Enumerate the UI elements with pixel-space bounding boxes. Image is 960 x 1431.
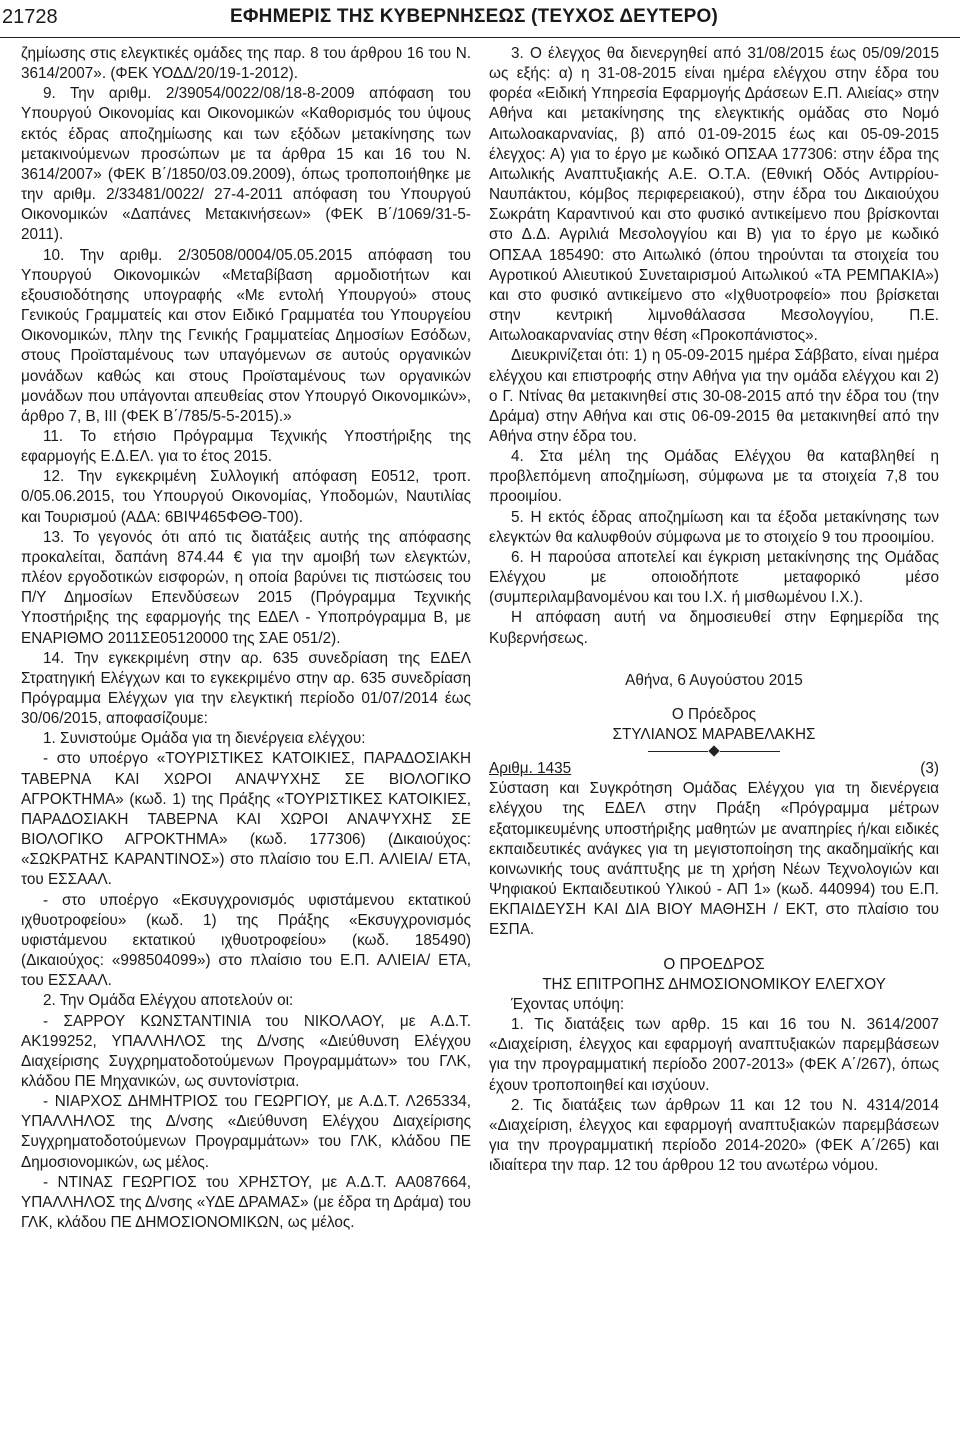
decision-ref: (3)	[920, 760, 939, 778]
paragraph: 11. Το ετήσιο Πρόγραμμα Τεχνικής Υποστήριξης της εφαρμογής Ε.Δ.ΕΛ. για το έτος 2015.	[21, 427, 471, 466]
paragraph: 12. Την εγκεκριμένη Συλλογική απόφαση Ε0512, τροπ. 0/05.06.2015, του Υπουργού Οικονομίας, Υποδομών, Ναυτιλίας και Τουρισμού (ΑΔΑ: 6ΒΙΨ465ΦΘΘ-Τ00).	[21, 468, 471, 526]
paragraph: - ΣΑΡΡΟΥ ΚΩΝΣΤΑΝΤΙΝΙΑ του ΝΙΚΟΛΑΟΥ, με Α.Δ.Τ. ΑΚ199252, ΥΠΑΛΛΗΛΟΣ της Δ/νσης «Διεύθυνση Ελέγχου Διαχείρισης Συγχρηματοδοτούμενων Προγραμμάτων» του ΓΛΚ, κλάδου ΠΕ Μηχανικών, ως συντονίστρια.	[21, 1012, 471, 1090]
page-header	[0, 0, 960, 40]
paragraph: ζημίωσης στις ελεγκτικές ομάδες της παρ. 8 του άρθρου 16 του Ν. 3614/2007». (ΦΕΚ ΥΟΔΔ/20/19-1-2012).	[21, 45, 471, 83]
paragraph: 5. Η εκτός έδρας αποζημίωση και τα έξοδα μετακίνησης των ελεγκτών θα καλυφθούν σύμφωνα με το στοιχείο 9 του προοιμίου.	[489, 508, 939, 546]
decision-title: Σύσταση και Συγκρότηση Ομάδας Ελέγχου για τη διενέργεια ελέγχου της ΕΔΕΛ στην Πράξη «Πρόγραμμα μέτρων εξατομικευμένης υποστήριξης μαθητών με αναπηρίες ή/και ειδικές εκπαιδευτικές ανάγκες για τη μεγιστοποίηση της ακαδημαϊκής και κοινωνικής τους ανάπτυξης με τη χρήση Νέων Τεχνολογιών και Ψηφιακού Εκπαιδευτικού Υλικού - ΑΠ 1» (κωδ. 440994) του Ε.Π. ΕΚΠΑΙΔΕΥΣΗ ΚΑΙ ΔΙΑ ΒΙΟΥ ΜΑΘΗΣΗ / ΕΚΤ, στο πλαίσιο του ΕΣΠΑ.	[489, 780, 939, 939]
left-column	[21, 44, 471, 1233]
having-regard: Έχοντας υπόψη:	[511, 995, 625, 1013]
paragraph: - ΝΙΑΡΧΟΣ ΔΗΜΗΤΡΙΟΣ του ΓΕΩΡΓΙΟΥ, με Α.Δ.Τ. Λ265334, ΥΠΑΛΛΗΛΟΣ της Δ/νσης «Διεύθυνση Ελέγχου Διαχείρισης Συγχρηματοδοτούμενων Προγραμμάτων» του ΓΛΚ, κλάδου ΠΕ Δημοσιονομικών, ως μέλος.	[21, 1093, 471, 1171]
paragraph: 10. Την αριθμ. 2/30508/0004/05.05.2015 απόφαση του Υπουργού Οικονομικών «Μεταβίβαση αρμοδιοτήτων και εξουσιοδότησης υπογραφής «Με εντολή Υπουργού» στους Γενικούς Γραμματείς και στον Ειδικό Γραμματέα του Υπουργείου Οικονομικών, πλην της Γενικής Γραμματείας Δημοσίων Εσόδων, στους Προϊσταμένους των υπαγόμενων σε αυτούς οργανικών μονάδων καθώς και στους Προϊσταμένους των οργανικών μονάδων που υπάγονται απευθείας στον Υπουργό Οικονομικών», άρθρο 7, Β, ΙΙΙ (ΦΕΚ Β΄/785/5-5-2015).»	[21, 246, 471, 425]
signer-name: ΣΤΥΛΙΑΝΟΣ ΜΑΡΑΒΕΛΑΚΗΣ	[612, 726, 816, 743]
paragraph: Διευκρινίζεται ότι: 1) η 05-09-2015 ημέρα Σάββατο, είναι ημέρα ελέγχου και επιστροφής στην Αθήνα για την ομάδα ελέγχου και 2) ο Γ. Ντίνας θα μετακινηθεί στις 30-08-2015 από την έδρα του (την Δράμα) στην Αθήνα και στις 06-09-2015 θα μετακινηθεί από την Αθήνα στην έδρα του.	[489, 347, 939, 445]
signer-role: Ο Πρόεδρος	[671, 705, 757, 723]
place-date: Αθήνα, 6 Αυγούστου 2015	[625, 671, 803, 689]
page-number: 21728	[2, 6, 58, 28]
separator-ornament	[489, 747, 939, 755]
issuer-committee: ΤΗΣ ΕΠΙΤΡΟΠΗΣ ΔΗΜΟΣΙΟΝΟΜΙΚΟΥ ΕΛΕΓΧΟΥ	[542, 975, 886, 993]
paragraph: 1. Τις διατάξεις των αρθρ. 15 και 16 του Ν. 3614/2007 «Διαχείριση, έλεγχος και εφαρμογή αναπτυξιακών παρεμβάσεων για την προγραμματική περίοδο 2007-2013» (ΦΕΚ Α΄/267), όπως έχουν τροποποιηθεί και ισχύουν.	[489, 1016, 939, 1094]
paragraph: - ΝΤΙΝΑΣ ΓΕΩΡΓΙΟΣ του ΧΡΗΣΤΟΥ, με Α.Δ.Τ. ΑΑ087664, ΥΠΑΛΛΗΛΟΣ της Δ/νσης «ΥΔΕ ΔΡΑΜΑΣ» (με έδρα τη Δράμα) του ΓΛΚ, κλάδου ΠΕ ΔΗΜΟΣΙΟΝΟΜΙΚΩΝ, ως μέλος.	[21, 1173, 471, 1232]
paragraph: 3. Ο έλεγχος θα διενεργηθεί από 31/08/2015 έως 05/09/2015 ως εξής: α) η 31-08-2015 είναι ημέρα ελέγχου στην έδρα του φορέα «Ειδική Υπηρεσία Εφαρμογής Δράσεων Ε.Π. Αλιείας» στην Αθήνα και μετακίνησης της ελεγκτικής ομάδας στο Νομό Αιτωλοακαρνανίας, β) από 01-09-2015 έως και 05-09-2015 έλεγχος: Α) για το έργο με κωδικό ΟΠΣΑΑ 177306: στην έδρα της Αιτωλικής Αναπτυξιακής Α.Ε. Ο.Τ.Α. (Εθνική Οδός Αντιρρίου- Ναυπάκτου, κόμβος περιφερειακού), στην έδρα του Δικαιούχου Σωκράτη Καραντινού και στο φυσικό αντικείμενο που βρίσκονται στο Δ.Δ. Αγριλιά Μεσολογγίου και Β) για το έργο με κωδικό ΟΠΣΑΑ 185490: στο Αιτωλικό (όπου τηρούνται τα στοιχεία του Αγροτικού Αλιευτικού Συνεταιρισμού Αιτωλικού «ΤΑ ΡΕΜΠΑΚΙΑ») και στο φυσικό αντικείμενο στο «Ιχθυοτροφείο» που βρίσκεται στην κεντρική λιμνοθάλασσα Μεσολογγίου, Π.Ε. Αιτωλοακαρνανίας στην θέση «Προκοπάνιστος».	[489, 45, 939, 345]
paragraph: - στο υποέργο «ΤΟΥΡΙΣΤΙΚΕΣ ΚΑΤΟΙΚΙΕΣ, ΠΑΡΑΔΟΣΙΑΚΗ ΤΑΒΕΡΝΑ ΚΑΙ ΧΩΡΟΙ ΑΝΑΨΥΧΗΣ ΣΕ ΒΙΟΛΟΓΙΚΟ ΑΓΡΟΚΤΗΜΑ» (κωδ. 1) της Πράξης «ΤΟΥΡΙΣΤΙΚΕΣ ΚΑΤΟΙΚΙΕΣ, ΠΑΡΑΔΟΣΙΑΚΗ ΤΑΒΕΡΝΑ ΚΑΙ ΧΩΡΟΙ ΑΝΑΨΥΧΗΣ ΣΕ ΒΙΟΛΟΓΙΚΟ ΑΓΡΟΚΤΗΜΑ» (κωδ. 177306) (Δικαιούχος: «ΣΩΚΡΑΤΗΣ ΚΑΡΑΝΤΙΝΟΣ») στο πλαίσιο του Ε.Π. ΑΛΙΕΙΑ/ ΕΤΑ, του ΕΣΣΑΑΛ.	[21, 750, 471, 889]
right-column	[489, 44, 939, 1176]
gazette-title: ΕΦΗΜΕΡΙΣ ΤΗΣ ΚΥΒΕΡΝΗΣΕΩΣ (ΤΕΥΧΟΣ ΔΕΥΤΕΡΟ)	[230, 6, 718, 27]
paragraph: 4. Στα μέλη της Ομάδας Ελέγχου θα καταβληθεί η προβλεπόμενη αποζημίωση, σύμφωνα με τα στοιχεία 7,8 του προοιμίου.	[489, 448, 939, 506]
paragraph: 1. Συνιστούμε Ομάδα για τη διενέργεια ελέγχου:	[43, 730, 366, 748]
issuer-title: Ο ΠΡΟΕΔΡΟΣ	[663, 955, 765, 973]
paragraph: - στο υποέργο «Εκσυγχρονισμός υφιστάμενου εκτατικού ιχθυοτροφείου» (κωδ. 1) της Πράξης «Εκσυγχρονισμός υφιστάμενου εκτατικού ιχθυοτροφείου» (κωδ. 185490) (Δικαιούχος: «998504099») στο πλαίσιο του Ε.Π. ΑΛΙΕΙΑ/ ΕΤΑ, του ΕΣΣΑΑΛ.	[21, 891, 471, 990]
decision-number-row	[489, 759, 939, 779]
paragraph: 2. Την Ομάδα Ελέγχου αποτελούν οι:	[43, 992, 294, 1010]
header-rule	[0, 37, 960, 38]
paragraph: 9. Την αριθμ. 2/39054/0022/08/18-8-2009 απόφαση του Υπουργού Οικονομίας και Οικονομικών «Καθορισμός του ύψους εκτός έδρας αποζημίωσης και των εξόδων μετακίνησης των μετακινούμενων προσώπων με τα άρθρα 15 και 16 του Ν. 3614/2007» (ΦΕΚ Β΄/1850/03.09.2009), όπως τροποποιήθηκε με την αριθμ. 2/33481/0022/ 27-4-2011 απόφαση του Υπουργού Οικονομικών «Δαπάνες Μετακινήσεων» (ΦΕΚ Β΄/1069/31-5-2011).	[21, 85, 471, 244]
paragraph: Η απόφαση αυτή να δημοσιευθεί στην Εφημερίδα της Κυβερνήσεως.	[489, 609, 939, 647]
decision-number: Αριθμ. 1435	[489, 760, 572, 778]
paragraph: 6. Η παρούσα αποτελεί και έγκριση μετακίνησης της Ομάδας Ελέγχου με οποιοδήποτε μεταφορικό μέσο (συμπεριλαμβανομένου και του Ι.Χ. ή μισθωμένου Ι.Χ.).	[489, 548, 939, 607]
paragraph: 14. Την εγκεκριμένη στην αρ. 635 συνεδρίαση της ΕΔΕΛ Στρατηγική Ελέγχων και το εγκεκριμένο στην αρ. 635 συνεδρίαση Πρόγραμμα Ελέγχων για την ελεγκτική περίοδο 01/07/2014 έως 30/06/2015, αποφασίζουμε:	[21, 649, 471, 728]
paragraph: 2. Τις διατάξεις των άρθρων 11 και 12 του Ν. 4314/2014 «Διαχείριση, έλεγχος και εφαρμογή αναπτυξιακών παρεμβάσεων για την προγραμματική περίοδο 2014-2020» (ΦΕΚ Α΄/265) και ιδιαίτερα την παρ. 12 του άρθρου 12 του ανωτέρω νόμου.	[489, 1096, 939, 1175]
paragraph: 13. Το γεγονός ότι από τις διατάξεις αυτής της απόφασης προκαλείται, δαπάνη 874.44 € για την αμοιβή των ελεγκτών, πλέον εργοδοτικών εισφορών, η οποία βαρύνει τις πιστώσεις του Π/Υ Δημοσίων Επενδύσεων 2015 (Πρόγραμμα Τεχνικής Υποστήριξης της εφαρμογής της ΕΔΕΛ - Υποπρόγραμμα Β, με ΕΝΑΡΙΘΜΟ 2011ΣΕ05120000 της ΣΑΕ 051/2).	[21, 528, 471, 647]
